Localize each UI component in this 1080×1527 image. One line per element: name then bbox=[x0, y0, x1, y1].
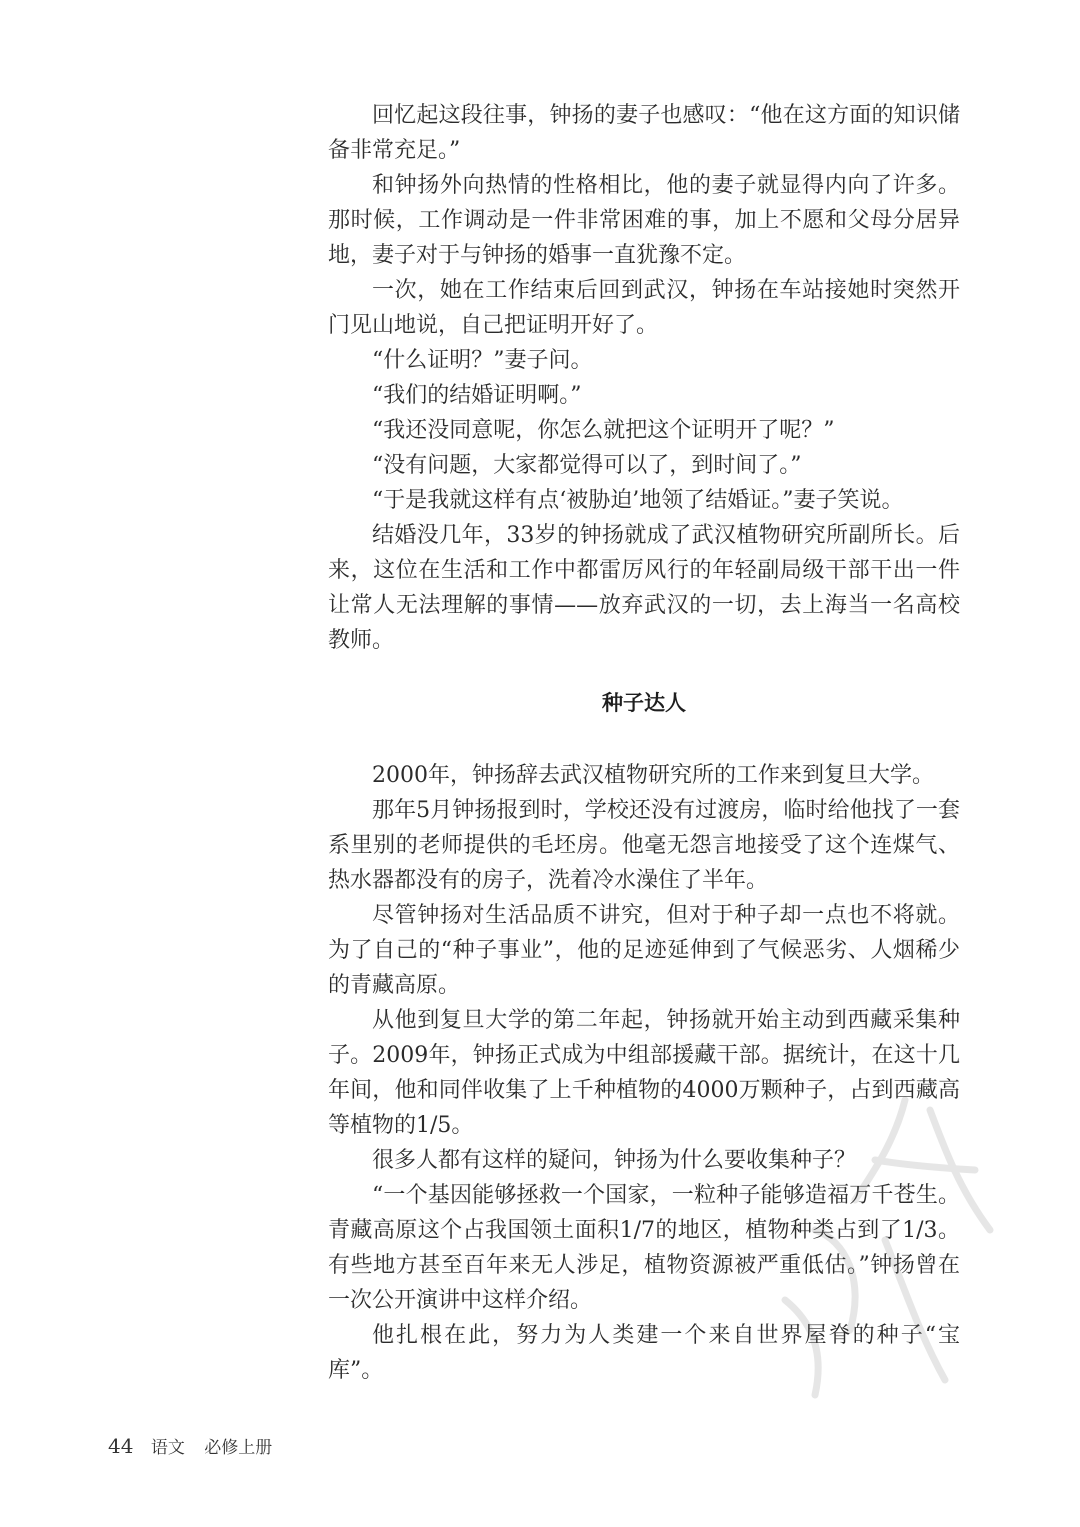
paragraph: 从他到复旦大学的第二年起，钟扬就开始主动到西藏采集种子。2009年，钟扬正式成为中组部援藏干部。据统计，在这十几年间，他和同伴收集了上千种植物的4000万颗种子，占到西藏高等植物的1/5。 bbox=[328, 1008, 960, 1138]
paragraph: 2000年，钟扬辞去武汉植物研究所的工作来到复旦大学。 bbox=[372, 763, 934, 788]
paragraph: 回忆起这段往事，钟扬的妻子也感叹：“他在这方面的知识储备非常充足。” bbox=[328, 103, 960, 163]
paragraph: 很多人都有这样的疑问，钟扬为什么要收集种子？ bbox=[372, 1148, 857, 1173]
paragraph: 一次，她在工作结束后回到武汉，钟扬在车站接她时突然开门见山地说，自己把证明开好了。 bbox=[328, 278, 960, 338]
paragraph: 结婚没几年，33岁的钟扬就成了武汉植物研究所副所长。后来，这位在生活和工作中都雷厉风行的年轻副局级干部干出一件让常人无法理解的事情——放弃武汉的一切，去上海当一名高校教师。 bbox=[328, 523, 960, 653]
footer-volume: 必修上册 bbox=[204, 1438, 273, 1458]
paragraph: “我们的结婚证明啊。” bbox=[372, 383, 582, 408]
page-number: 44 bbox=[108, 1434, 134, 1458]
paragraph: 那年5月钟扬报到时，学校还没有过渡房，临时给他找了一套系里别的老师提供的毛坯房。他毫无怨言地接受了这个连煤气、热水器都没有的房子，洗着冷水澡住了半年。 bbox=[328, 798, 960, 893]
paragraph: 他扎根在此，努力为人类建一个来自世界屋脊的种子“宝库”。 bbox=[328, 1323, 960, 1383]
paragraph: “于是我就这样有点‘被胁迫’地领了结婚证。”妻子笑说。 bbox=[372, 488, 904, 513]
section-heading: 种子达人 bbox=[602, 691, 686, 715]
paragraph: “没有问题，大家都觉得可以了，到时间了。” bbox=[372, 453, 802, 478]
paragraph: 尽管钟扬对生活品质不讲究，但对于种子却一点也不将就。为了自己的“种子事业”，他的足迹延伸到了气候恶劣、人烟稀少的青藏高原。 bbox=[328, 903, 960, 998]
section-two-body bbox=[328, 758, 960, 1388]
paragraph: “我还没同意呢，你怎么就把这个证明开了呢？” bbox=[372, 418, 835, 443]
footer-subject: 语文 bbox=[150, 1438, 185, 1458]
paragraph: “什么证明？”妻子问。 bbox=[372, 348, 593, 373]
section-one-body bbox=[328, 98, 960, 658]
paragraph: “一个基因能够拯救一个国家，一粒种子能够造福万千苍生。青藏高原这个占我国领土面积1/7的地区，植物种类占到了1/3。有些地方甚至百年来无人涉足，植物资源被严重低估。”钟扬曾在一次公开演讲中这样介绍。 bbox=[328, 1183, 960, 1313]
page-footer bbox=[108, 1433, 272, 1458]
paragraph: 和钟扬外向热情的性格相比，他的妻子就显得内向了许多。那时候，工作调动是一件非常困难的事，加上不愿和父母分居异地，妻子对于与钟扬的婚事一直犹豫不定。 bbox=[328, 173, 960, 268]
